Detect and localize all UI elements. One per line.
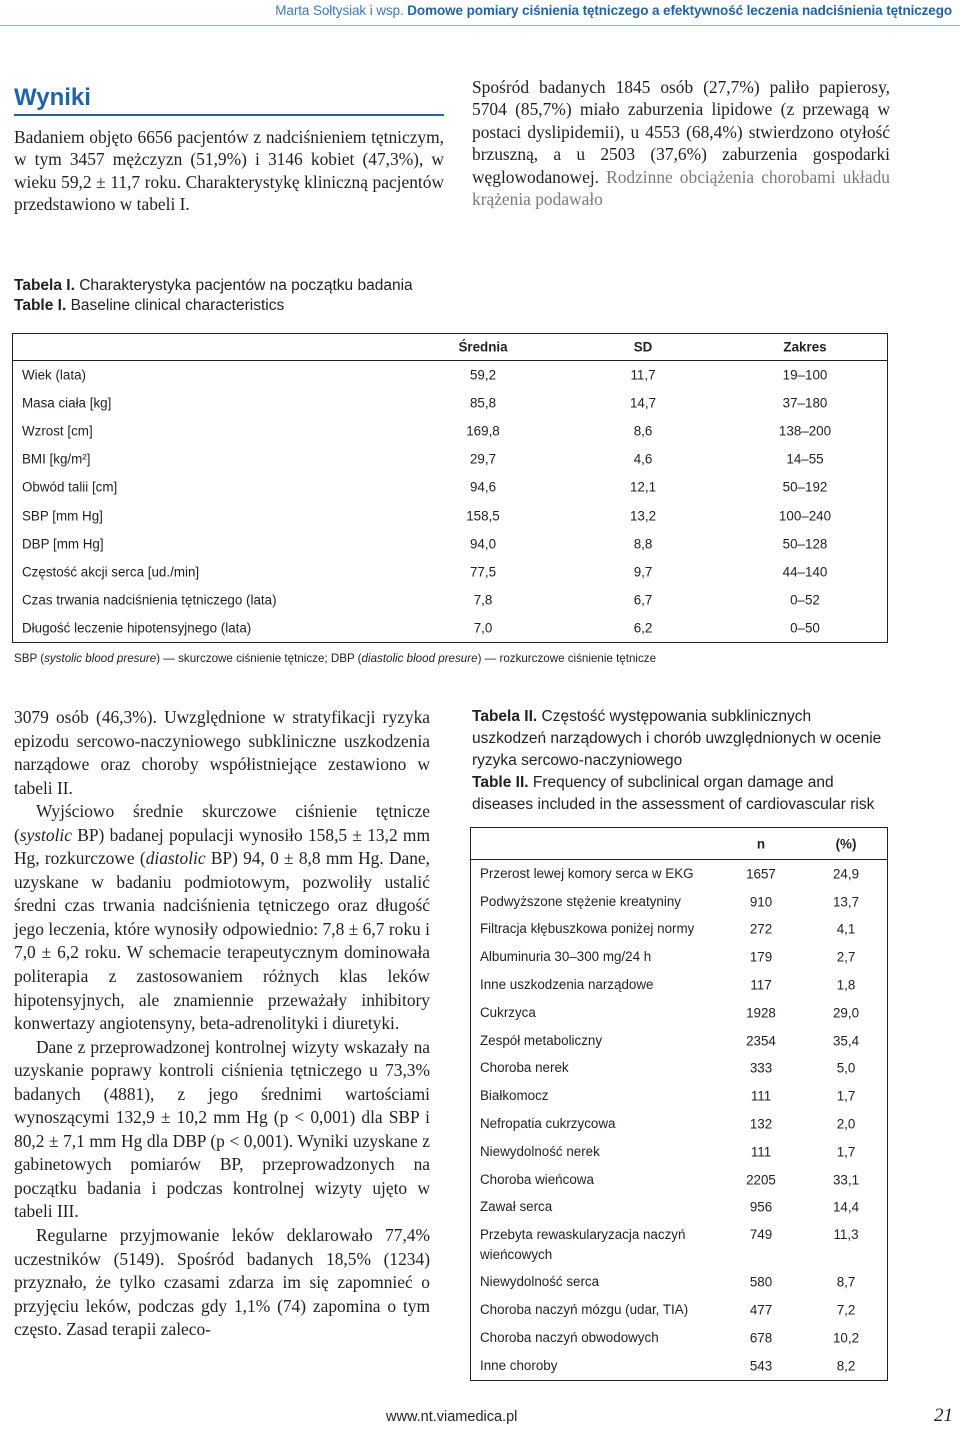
table-row — [471, 1268, 887, 1296]
table1-row-sd: 12,1 — [629, 479, 657, 495]
table2-header-pct: (%) — [835, 836, 857, 851]
table1-header-row — [13, 334, 887, 361]
table1-row-range: 138–200 — [778, 423, 832, 439]
table2-header-n: n — [756, 836, 766, 851]
table2-row-n: 111 — [750, 1144, 772, 1160]
table2-row-n: 1928 — [746, 1005, 776, 1021]
risk-factors-continuation: Rodzinne obciążenia chorobami układu krążenia podawało — [472, 166, 890, 210]
table1-row-range: 14–55 — [786, 451, 824, 467]
table1-caption — [14, 276, 413, 315]
table2-row-n: 749 — [749, 1227, 773, 1243]
running-head — [0, 0, 960, 26]
table1-caption-en — [14, 296, 413, 316]
table-row — [471, 888, 887, 916]
table1-caption-pl — [14, 276, 413, 296]
table1-row-label: SBP [mm Hg] — [22, 508, 103, 524]
table2-row-n: 910 — [749, 894, 773, 910]
table2-row-pct: 11,3 — [833, 1227, 859, 1243]
running-head-article-title: Domowe pomiary ciśnienia tętniczego a efektywność leczenia nadciśnienia tętniczego — [407, 3, 952, 18]
table2-caption-en-label: Table II. — [472, 774, 529, 791]
body-p2-a: Wyjściowo średnie skurczowe ciśnienie tętnicze ( — [14, 801, 430, 845]
table-row — [471, 1055, 887, 1083]
table2-row-pct: 14,4 — [832, 1199, 860, 1215]
table2-row-label: Cukrzyca — [480, 1004, 536, 1020]
table2-caption-en — [472, 772, 884, 816]
table-row — [13, 558, 887, 586]
body-text-left — [14, 706, 430, 1342]
table-row — [13, 389, 887, 417]
table2-row-n: 477 — [749, 1302, 773, 1318]
body-p2-b: BP) badanej populacji wynosiło 158,5 ± 13,2 mm Hg, rozkurczowe ( — [14, 824, 430, 869]
table1-row-mean: 29,7 — [469, 451, 497, 467]
table2-row-n: 580 — [749, 1274, 773, 1290]
footnote-dbp-pl: ) — rozkurczowe ciśnienie tętnicze — [477, 652, 657, 665]
table1-row-range: 0–50 — [790, 620, 820, 636]
table1-footnote — [14, 652, 656, 665]
table-row — [471, 1352, 887, 1380]
table-row — [471, 916, 887, 944]
table1-row-label: BMI [kg/m²] — [22, 451, 91, 467]
table2-caption-pl-text: Częstość występowania subklinicznych uszkodzeń narządowych i chorób uwzględnionych w ocenie ryzyka sercowo-naczyniowego — [472, 708, 882, 769]
table2-row-label: Inne choroby — [480, 1357, 558, 1373]
table2-row-n: 132 — [749, 1116, 773, 1132]
table1-row-sd: 9,7 — [633, 564, 653, 580]
table2-row-pct: 1,7 — [836, 1144, 856, 1160]
table2-row-n: 1657 — [746, 866, 776, 882]
table1-row-range: 0–52 — [790, 592, 820, 608]
table1-row-range: 44–140 — [782, 564, 828, 580]
table2-caption-pl-label: Tabela II. — [472, 708, 538, 725]
table2-row-label: Niewydolność nerek — [480, 1143, 600, 1159]
table2-row-pct: 29,0 — [832, 1005, 860, 1021]
table-row — [471, 1296, 887, 1324]
table2-row-label: Choroba nerek — [480, 1060, 569, 1076]
table1-header-sd: SD — [633, 339, 653, 355]
table1-row-sd: 14,7 — [629, 395, 657, 411]
table1-row-label: Wzrost [cm] — [22, 423, 93, 439]
table1-caption-pl-text: Charakterystyka pacjentów na początku badania — [79, 277, 413, 294]
risk-factors-text: Spośród badanych 1845 osób (27,7%) paliło papierosy, 5704 (85,7%) miało zaburzenia lipidowe (z przewagą w postaci dyslipidemii), u 4553 (68,4%) stwierdzono otyłość brzuszną, a u 2503 (37,6%) zaburzenia gospodarki węglowodanowej. — [472, 77, 890, 187]
table2-row-pct: 24,9 — [832, 866, 860, 882]
table2-row-n: 543 — [749, 1358, 773, 1374]
table-row — [471, 1027, 887, 1055]
table2-row-label: Przebyta rewaskularyzacja naczyń wieńcowych — [480, 1227, 686, 1263]
table1-row-sd: 8,8 — [633, 536, 653, 552]
body-paragraph-1: 3079 osób (46,3%). Uwzględnione w stratyfikacji ryzyka epizodu sercowo-naczyniowego subkliniczne uszkodzenia narządowe oraz choroby współistniejące zestawiono w tabeli II. — [14, 707, 430, 798]
table2-row-n: 272 — [749, 921, 773, 937]
body-p2-c: BP) 94, 0 ± 8,8 mm Hg. Dane, uzyskane w badaniu podmiotowym, pozwoliły ustalić średni czas trwania nadciśnienia tętniczego oraz długość jego leczenia, które wynosiły odpowiednio: 7,8 ± 6,7 roku i 7,0 ± 6,2 roku. W schemacie terapeutycznym dominowała politerapia z zastosowaniem różnych klas leków hipotensyjnych, ale znamiennie przeważały inhibitory konwertazy angiotensyny, beta-adrenolityki i diuretyki. — [14, 848, 430, 1034]
table1-row-range: 19–100 — [782, 367, 828, 383]
table1-row-mean: 94,6 — [469, 479, 497, 495]
table2-header-row — [471, 828, 887, 860]
running-head-text — [275, 3, 952, 18]
table2-row-label: Zespół metaboliczny — [480, 1032, 603, 1048]
table2-row-pct: 5,0 — [836, 1060, 856, 1076]
table-row — [13, 473, 887, 501]
table2-row-pct: 1,7 — [836, 1088, 856, 1104]
table2-row-n: 2354 — [746, 1033, 776, 1049]
table-row — [13, 445, 887, 473]
table2-row-pct: 4,1 — [836, 921, 856, 937]
table-row — [471, 943, 887, 971]
footnote-sbp: SBP ( — [14, 652, 45, 665]
table-row — [13, 530, 887, 558]
body-p2-systolic: systolic — [19, 824, 72, 845]
footer-website: www.nt.viamedica.pl — [386, 1409, 518, 1425]
running-head-rule — [0, 25, 960, 26]
table1-row-mean: 59,2 — [469, 367, 497, 383]
body-p2-diastolic: diastolic — [145, 848, 206, 869]
table2-row-pct: 2,7 — [836, 949, 856, 965]
table2-row-n: 111 — [750, 1088, 772, 1104]
table2-row-n: 678 — [749, 1330, 773, 1346]
table2-row-label: Podwyższone stężenie kreatyniny — [480, 893, 681, 909]
table1-row-mean: 7,8 — [473, 592, 493, 608]
table1-caption-pl-label: Tabela I. — [14, 277, 75, 294]
table1 — [12, 333, 888, 643]
table1-row-label: Masa ciała [kg] — [22, 395, 112, 411]
table2-row-label: Choroba wieńcowa — [480, 1171, 594, 1187]
table1-row-range: 50–192 — [782, 479, 828, 495]
section-title-rule — [14, 114, 444, 116]
table2-row-pct: 2,0 — [836, 1116, 856, 1132]
table-row — [471, 1166, 887, 1194]
running-head-authors: Marta Sołtysiak i wsp. — [275, 3, 404, 18]
footnote-sbp-en: systolic blood presure — [44, 652, 157, 665]
table-row — [471, 1110, 887, 1138]
table1-row-mean: 94,0 — [469, 536, 497, 552]
body-paragraph-2 — [14, 800, 430, 1035]
table1-row-label: DBP [mm Hg] — [22, 536, 104, 552]
table2-row-pct: 33,1 — [832, 1172, 860, 1188]
table2-row-label: Niewydolność serca — [480, 1274, 600, 1290]
table1-row-mean: 169,8 — [466, 423, 500, 439]
footnote-sbp-pl: ) — skurczowe ciśnienie tętnicze; DBP ( — [156, 652, 362, 665]
table-row — [471, 1221, 887, 1268]
table2-row-pct: 8,7 — [836, 1274, 856, 1290]
table1-row-range: 50–128 — [782, 536, 828, 552]
table1-row-mean: 77,5 — [469, 564, 497, 580]
table-row — [471, 999, 887, 1027]
table2-row-n: 956 — [749, 1199, 773, 1215]
table2-row-n: 117 — [750, 977, 772, 993]
table1-row-range: 100–240 — [778, 508, 832, 524]
table1-row-mean: 7,0 — [473, 620, 493, 636]
table2-caption-en-text: Frequency of subclinical organ damage and diseases included in the assessment of cardiovascular risk — [472, 774, 875, 813]
table2-row-label: Inne uszkodzenia narządowe — [480, 977, 654, 993]
table-row — [471, 971, 887, 999]
table2 — [470, 827, 888, 1381]
table2-row-label: Choroba naczyń obwodowych — [480, 1329, 659, 1345]
table-row — [471, 860, 887, 888]
table2-row-n: 2205 — [746, 1172, 776, 1188]
results-intro-paragraph: Badaniem objęto 6656 pacjentów z nadciśnieniem tętniczym, w tym 3457 mężczyzn (51,9%) i 3146 kobiet (47,3%), w wieku 59,2 ± 11,7 roku. Charakterystykę kliniczną pacjentów przedstawiono w tabeli I. — [14, 127, 444, 215]
table2-row-label: Choroba naczyń mózgu (udar, TIA) — [480, 1302, 689, 1318]
risk-factors-paragraph — [472, 76, 890, 210]
table1-row-label: Częstość akcji serca [ud./min] — [22, 564, 200, 580]
footnote-dbp-en: diastolic blood presure — [361, 652, 478, 665]
table-row — [13, 361, 887, 389]
page-number: 21 — [934, 1405, 953, 1426]
table1-caption-en-label: Table I. — [14, 296, 67, 314]
table-row — [13, 586, 887, 614]
table2-row-pct: 13,7 — [832, 894, 860, 910]
table2-row-label: Nefropatia cukrzycowa — [480, 1116, 616, 1132]
table2-row-pct: 35,4 — [832, 1033, 860, 1049]
table2-row-label: Zawał serca — [480, 1199, 553, 1215]
table-row — [13, 614, 887, 642]
table1-row-sd: 6,2 — [633, 620, 653, 636]
table2-row-pct: 10,2 — [832, 1330, 860, 1346]
table1-row-sd: 6,7 — [633, 592, 653, 608]
table2-row-label: Albuminuria 30–300 mg/24 h — [480, 949, 652, 965]
table-row — [471, 1194, 887, 1222]
table2-row-n: 333 — [749, 1060, 773, 1076]
table1-row-mean: 85,8 — [469, 395, 497, 411]
table2-caption — [472, 706, 884, 816]
table1-row-label: Obwód talii [cm] — [22, 479, 118, 495]
table1-header-range: Zakres — [783, 339, 827, 355]
table2-caption-pl — [472, 706, 884, 772]
table1-row-sd: 13,2 — [629, 508, 657, 524]
table2-row-pct: 1,8 — [836, 977, 856, 993]
table2-row-label: Białkomocz — [480, 1088, 549, 1104]
table-row — [471, 1138, 887, 1166]
table1-row-label: Długość leczenie hipotensyjnego (lata) — [22, 620, 252, 636]
table-row — [471, 1324, 887, 1352]
table1-row-sd: 11,7 — [630, 367, 656, 383]
table-row — [471, 1082, 887, 1110]
table2-row-label: Przerost lewej komory serca w EKG — [480, 865, 694, 881]
table1-row-label: Wiek (lata) — [22, 367, 86, 383]
table1-header-mean: Średnia — [458, 339, 508, 355]
table2-row-pct: 8,2 — [836, 1358, 856, 1374]
table1-caption-en-text: Baseline clinical characteristics — [70, 296, 285, 314]
table2-row-n: 179 — [749, 949, 773, 965]
table1-row-label: Czas trwania nadciśnienia tętniczego (lata) — [22, 592, 277, 608]
table1-row-sd: 4,6 — [633, 451, 653, 467]
table1-row-range: 37–180 — [782, 395, 828, 411]
table2-row-label: Filtracja kłębuszkowa poniżej normy — [480, 921, 695, 937]
body-paragraph-4: Regularne przyjmowanie leków deklarowało 77,4% uczestników (5149). Spośród badanych 18,5% (1234) przyznało, że tylko czasami zdarza im się zapomnieć o przyjęciu leków, podczas gdy 1,1% (74) zapomina o tym często. Zasad terapii zaleco- — [14, 1225, 430, 1340]
table2-row-pct: 7,2 — [836, 1302, 856, 1318]
table1-row-mean: 158,5 — [466, 508, 500, 524]
table-row — [13, 501, 887, 529]
table-row — [13, 417, 887, 445]
section-title: Wyniki — [14, 84, 91, 111]
table1-row-sd: 8,6 — [633, 423, 653, 439]
body-paragraph-3: Dane z przeprowadzonej kontrolnej wizyty wskazały na uzyskanie poprawy kontroli ciśnienia tętniczego u 73,3% badanych (4881), z jego średnimi wartościami wynoszącymi 132,9 ± 10,2 mm Hg (p < 0,001) dla SBP i 80,2 ± 7,1 mm Hg dla DBP (p < 0,001). Wyniki uzyskane z gabinetowych pomiarów BP, przeprowadzonych na początku badania i podczas kontrolnej wizyty ujęto w tabeli III. — [14, 1036, 430, 1222]
